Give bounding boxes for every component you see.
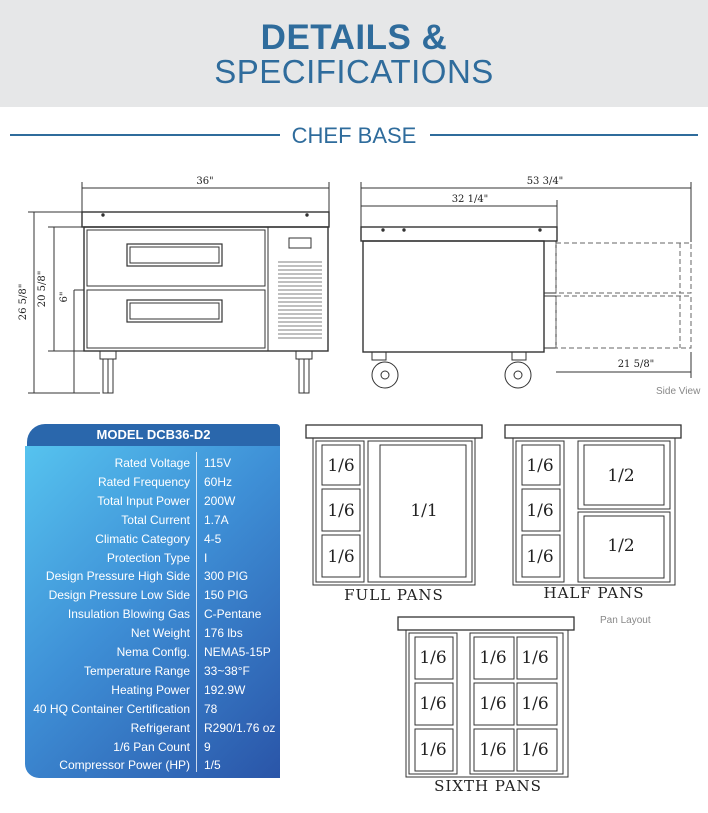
spec-value: R290/1.76 oz <box>204 720 276 735</box>
spec-row <box>25 551 280 569</box>
pan-layout-caption: Pan Layout <box>600 615 651 626</box>
spec-label: Total Current <box>121 512 190 527</box>
spec-label: Temperature Range <box>83 663 190 678</box>
spec-label: 1/6 Pan Count <box>113 739 190 754</box>
spec-value: NEMA5-15P <box>204 645 271 659</box>
spec-label: Refrigerant <box>130 720 190 735</box>
page-title-line2: SPECIFICATIONS <box>214 53 494 90</box>
spec-label: Heating Power <box>111 682 190 697</box>
pan-label: 1/6 <box>526 501 554 521</box>
spec-row <box>25 645 280 663</box>
side-drawer-extension-dim: 21 5/8" <box>617 359 655 370</box>
model-heading: MODEL DCB36-D2 <box>27 424 280 446</box>
spec-row <box>25 702 280 720</box>
pan-label: 1/6 <box>327 456 355 476</box>
spec-row <box>25 683 280 701</box>
spec-label: Rated Voltage <box>114 456 190 470</box>
spec-column-divider <box>196 452 197 772</box>
spec-value: 78 <box>204 701 218 716</box>
section-title: CHEF BASE <box>291 123 417 148</box>
spec-label: Rated Frequency <box>97 474 190 489</box>
pan-label: 1/6 <box>526 456 554 476</box>
spec-value: 176 lbs <box>204 626 243 641</box>
spec-label: Net Weight <box>130 626 190 641</box>
spec-row <box>25 740 280 758</box>
spec-value: 192.9W <box>204 682 246 697</box>
spec-label: Compressor Power (HP) <box>59 758 190 773</box>
side-depth-dim: 32 1/4" <box>451 194 489 205</box>
front-view-drawing <box>28 182 329 393</box>
sixth-pans-caption: SIXTH PANS <box>434 777 542 795</box>
spec-value: 4-5 <box>204 531 222 546</box>
half-pans-caption: HALF PANS <box>543 584 645 602</box>
front-width-dim: 36" <box>196 176 214 187</box>
spec-label: Design Pressure High Side <box>45 569 190 584</box>
pan-label: 1/6 <box>479 648 507 668</box>
spec-value: C-Pentane <box>204 607 262 622</box>
spec-label: 40 HQ Container Certification <box>33 701 190 716</box>
spec-value: 9 <box>204 739 211 754</box>
spec-value: 33~38°F <box>204 663 250 678</box>
side-view-caption: Side View <box>656 386 701 397</box>
pan-label: 1/6 <box>327 547 355 567</box>
pan-label: 1/6 <box>419 740 447 760</box>
spec-label: Climatic Category <box>95 531 190 546</box>
pan-label: 1/1 <box>410 501 438 521</box>
spec-row <box>25 588 280 606</box>
spec-row <box>25 626 280 644</box>
pan-label: 1/6 <box>521 648 549 668</box>
pan-label: 1/6 <box>327 501 355 521</box>
spec-value: 1.7A <box>204 512 229 527</box>
pan-label: 1/6 <box>479 694 507 714</box>
spec-value: 60Hz <box>204 474 233 489</box>
spec-label: Protection Type <box>106 550 190 565</box>
spec-value: 150 PIG <box>204 588 249 603</box>
spec-table <box>25 446 280 778</box>
pan-label: 1/6 <box>521 694 549 714</box>
pan-label: 1/6 <box>479 740 507 760</box>
pan-label: 1/6 <box>419 694 447 714</box>
spec-label: Total Input Power <box>97 493 190 508</box>
spec-value: 115V <box>204 456 232 470</box>
spec-row <box>25 475 280 493</box>
spec-value: 200W <box>204 493 236 508</box>
spec-value: 1/5 <box>204 758 221 773</box>
spec-row <box>25 664 280 682</box>
spec-row <box>25 513 280 531</box>
spec-row <box>25 532 280 550</box>
pan-label: 1/6 <box>419 648 447 668</box>
spec-value: I <box>204 550 208 565</box>
spec-row <box>25 607 280 625</box>
spec-row <box>25 456 280 474</box>
side-view-drawing <box>361 182 691 388</box>
spec-row <box>25 569 280 587</box>
front-height-top-dim: 20 5/8" <box>37 270 48 308</box>
full-pans-caption: FULL PANS <box>344 586 444 604</box>
front-height-caster-dim: 6" <box>59 291 70 303</box>
spec-row <box>25 721 280 739</box>
spec-label: Nema Config. <box>116 645 190 659</box>
spec-value: 300 PIG <box>204 569 249 584</box>
spec-label: Insulation Blowing Gas <box>67 607 190 622</box>
pan-label: 1/2 <box>607 466 635 486</box>
front-height-total-dim: 26 5/8" <box>18 283 29 321</box>
page-title-line1: DETAILS & <box>260 18 448 57</box>
spec-label: Design Pressure Low Side <box>48 588 190 603</box>
spec-row <box>25 758 280 776</box>
pan-label: 1/2 <box>607 536 635 556</box>
spec-row <box>25 494 280 512</box>
side-depth-open-dim: 53 3/4" <box>526 176 564 187</box>
pan-label: 1/6 <box>521 740 549 760</box>
pan-label: 1/6 <box>526 547 554 567</box>
